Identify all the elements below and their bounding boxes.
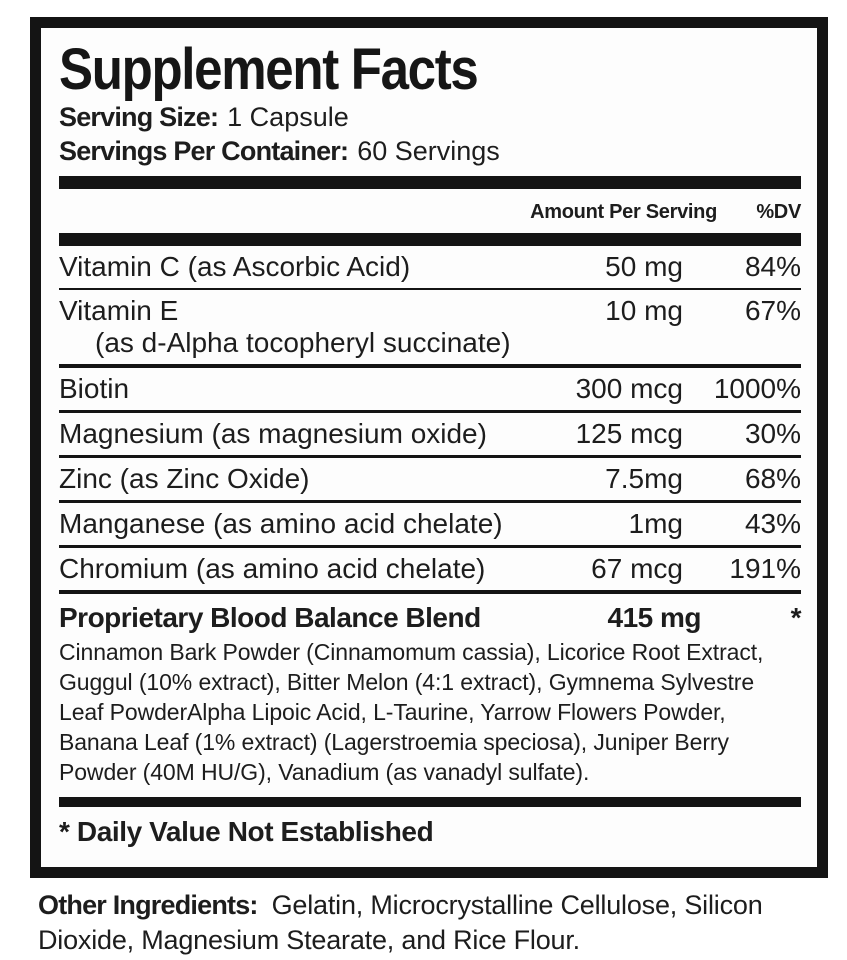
column-header-row — [59, 189, 801, 233]
table-row-vitamin-c — [59, 246, 801, 288]
nutrient-name: Biotin — [59, 373, 130, 404]
percent-dv-header: %DV — [756, 201, 801, 223]
divider-thick-top — [59, 176, 801, 189]
other-ingredients-value: Gelatin, Microcrystalline Cellulose, Silicon Dioxide, Magnesium Stearate, and Rice Flour. — [38, 890, 763, 955]
divider-thick-footnote — [59, 797, 801, 807]
nutrient-dv: 1000% — [713, 373, 801, 404]
supplement-facts-panel — [30, 17, 828, 878]
nutrient-amount: 1mg — [628, 508, 683, 539]
nutrient-amount: 10 mg — [605, 295, 683, 326]
nutrient-name-line1: Vitamin E — [59, 295, 179, 326]
nutrient-amount: 300 mcg — [575, 373, 683, 404]
table-row-magnesium — [59, 410, 801, 455]
nutrient-dv: 30% — [744, 418, 801, 449]
table-row-manganese — [59, 500, 801, 545]
servings-per-container-line — [59, 134, 801, 168]
nutrient-name: Magnesium (as magnesium oxide) — [59, 418, 487, 449]
daily-value-footnote: * Daily Value Not Established — [59, 816, 434, 847]
servings-per-container-label: Servings Per Container: — [59, 136, 349, 166]
nutrient-name-line2: (as d-Alpha tocopheryl succinate) — [95, 327, 511, 358]
table-row-chromium — [59, 545, 801, 590]
nutrient-name: Manganese (as amino acid chelate) — [59, 508, 503, 539]
blend-dv-asterisk: * — [790, 602, 801, 633]
nutrient-dv: 68% — [744, 463, 801, 494]
blend-name: Proprietary Blood Balance Blend — [59, 602, 481, 633]
divider-thick-header — [59, 233, 801, 246]
serving-size-label: Serving Size: — [59, 102, 219, 132]
other-ingredients-label: Other Ingredients: — [38, 890, 258, 920]
table-row-biotin — [59, 364, 801, 410]
nutrient-dv: 191% — [729, 553, 801, 584]
table-row-zinc — [59, 455, 801, 500]
nutrient-dv: 84% — [744, 251, 801, 282]
panel-title: Supplement Facts — [59, 37, 478, 102]
nutrient-name: Zinc (as Zinc Oxide) — [59, 463, 310, 494]
nutrient-amount: 125 mcg — [575, 418, 683, 449]
nutrient-name: Chromium (as amino acid chelate) — [59, 553, 486, 584]
servings-per-container-value: 60 Servings — [357, 136, 500, 166]
table-row-vitamin-e — [59, 288, 801, 364]
blend-amount: 415 mg — [607, 602, 701, 633]
amount-per-serving-header: Amount Per Serving — [530, 201, 717, 223]
blend-ingredients-text: Cinnamon Bark Powder (Cinnamomum cassia), Licorice Root Extract, Guggul (10% extract), Bitter Melon (4:1 extract), Gymnema Sylvestre Leaf PowderAlpha Lipoic Acid, L-Taurine, Yarrow Flowers Powder, Banana Leaf (1% extract) (Lagerstroemia speciosa), Juniper Berry Powder (40M HU/G), Vanadium (as vanadyl sulfate). — [59, 639, 764, 785]
serving-size-value: 1 Capsule — [227, 102, 349, 132]
table-row-proprietary-blend — [59, 590, 801, 637]
nutrient-dv: 43% — [744, 508, 801, 539]
nutrient-dv: 67% — [744, 295, 801, 326]
serving-size-line — [59, 100, 801, 134]
nutrient-amount: 50 mg — [605, 251, 683, 282]
nutrient-name: Vitamin C (as Ascorbic Acid) — [59, 251, 411, 282]
other-ingredients-section — [38, 888, 818, 958]
nutrient-name — [59, 295, 605, 359]
nutrient-amount: 67 mcg — [591, 553, 683, 584]
nutrient-amount: 7.5mg — [605, 463, 683, 494]
